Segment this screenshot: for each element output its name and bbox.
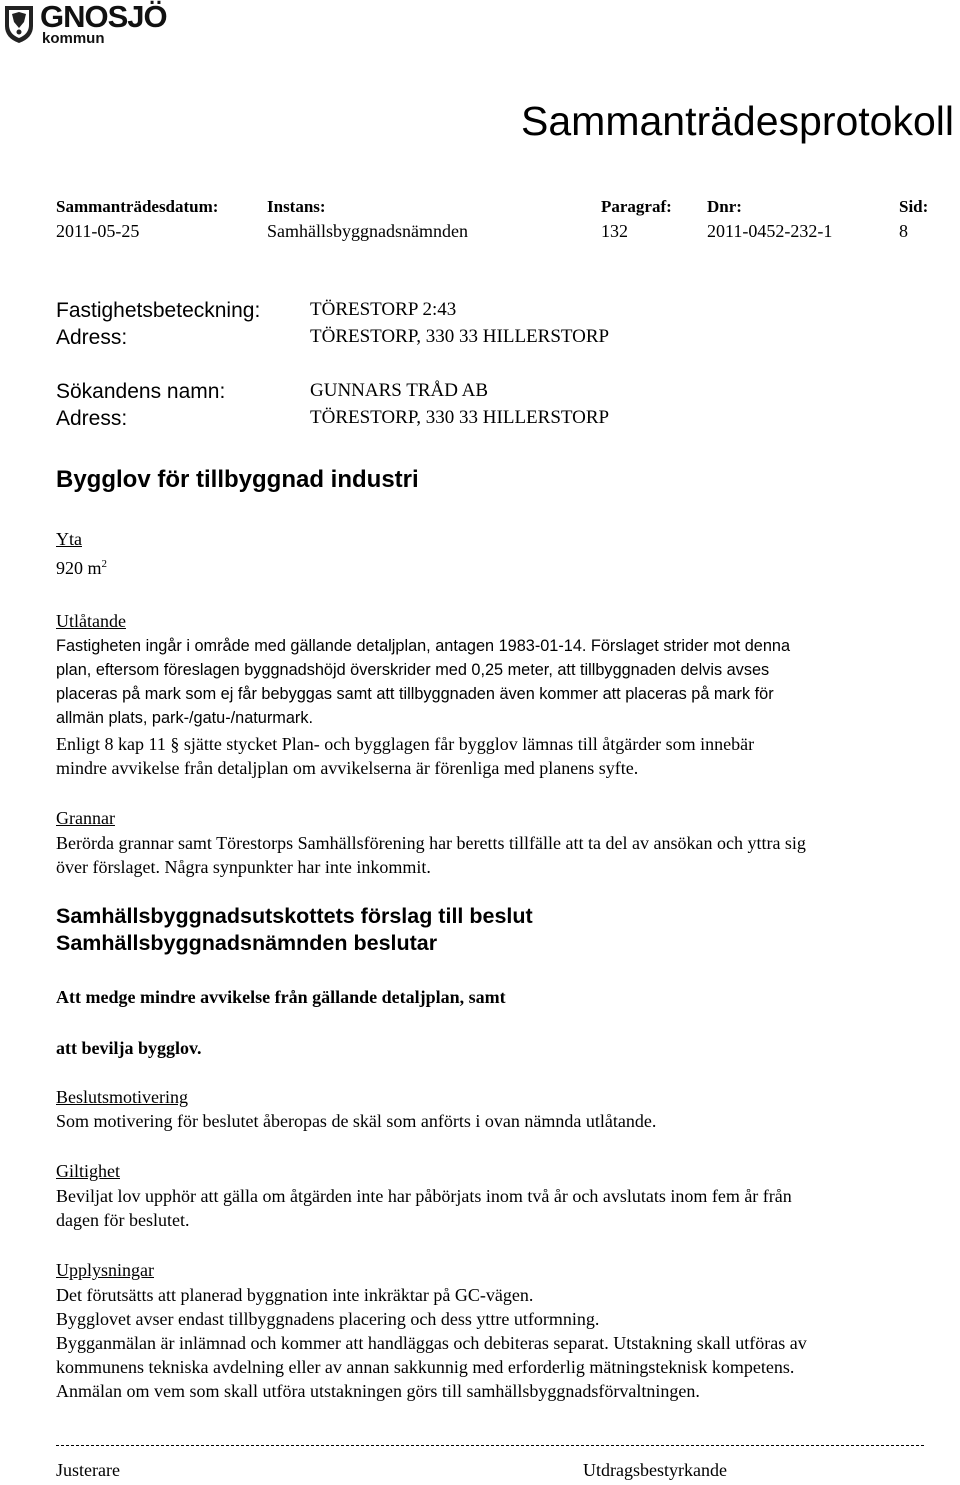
statement-line: Fastigheten ingår i område med gällande detaljplan, antagen 1983-01-14. Förslaget strider mot denna — [56, 637, 791, 655]
neighbours-label: Grannar — [56, 808, 115, 828]
instance-value: Samhällsbyggnadsnämnden — [267, 221, 468, 241]
applicant-address-value: TÖRESTORP, 330 33 HILLERSTORP — [310, 407, 610, 428]
logo-subtitle: kommun — [42, 30, 105, 47]
neighbours-line: Berörda grannar samt Törestorps Samhällsförening har beretts tillfälle att ta del av ansökan och yttra sig — [56, 833, 806, 853]
notes-line: Anmälan om vem som skall utföra utstakningen görs till samhällsbyggnadsförvaltningen. — [56, 1381, 700, 1401]
footer-extract-certification-label: Utdragsbestyrkande — [583, 1460, 727, 1480]
logo-wordmark: GNOSJÖ — [40, 0, 167, 34]
decision-heading: Samhällsbyggnadsnämnden beslutar — [56, 931, 438, 955]
page-label: Sid: — [899, 197, 929, 216]
meeting-date-label: Sammanträdesdatum: — [56, 197, 219, 216]
statement-line: placeras på mark som ej får bebyggas samt att tillbyggnaden även kommer att placeras på mark för — [56, 685, 774, 703]
decision-item-1: Att medge mindre avvikelse från gällande detaljplan, samt — [56, 987, 506, 1007]
applicant-address-label: Adress: — [56, 407, 128, 430]
notes-line: Bygglovet avser endast tillbyggnadens placering och dess yttre utformning. — [56, 1309, 600, 1329]
instance-label: Instans: — [267, 197, 326, 216]
page-value: 8 — [899, 221, 908, 241]
statement-text — [56, 634, 956, 730]
statement-label: Utlåtande — [56, 611, 126, 631]
motivation-label: Beslutsmotivering — [56, 1087, 188, 1107]
motivation-text: Som motivering för beslutet åberopas de skäl som anförts i ovan nämnda utlåtande. — [56, 1111, 657, 1131]
applicant-name-label: Sökandens namn: — [56, 380, 226, 403]
notes-line: Det förutsätts att planerad byggnation inte inkräktar på GC-vägen. — [56, 1285, 534, 1305]
law-line: mindre avvikelse från detaljplan om avvikelserna är förenliga med planens syfte. — [56, 758, 639, 778]
notes-label: Upplysningar — [56, 1260, 154, 1280]
validity-line: dagen för beslutet. — [56, 1210, 190, 1230]
case-heading: Bygglov för tillbyggnad industri — [56, 466, 419, 493]
municipal-crest-icon — [3, 4, 35, 44]
footer-divider — [56, 1445, 924, 1446]
paragraph-value: 132 — [601, 221, 628, 241]
area-value — [56, 552, 956, 580]
validity-line: Beviljat lov upphör att gälla om åtgärden inte har påbörjats inom två år och avslutats inom fem år från — [56, 1186, 792, 1206]
validity-text — [56, 1184, 956, 1232]
statement-line: plan, eftersom föreslagen byggnadshöjd överskrider med 0,25 meter, att tillbyggnaden delvis avses — [56, 661, 770, 679]
municipality-logo — [0, 2, 175, 48]
proposal-heading: Samhällsbyggnadsutskottets förslag till beslut — [56, 904, 533, 928]
footer-adjuster-label: Justerare — [56, 1460, 120, 1480]
law-reference-text — [56, 732, 956, 780]
paragraph-label: Paragraf: — [601, 197, 672, 216]
validity-label: Giltighet — [56, 1161, 120, 1181]
law-line: Enligt 8 kap 11 § sjätte stycket Plan- och bygglagen får bygglov lämnas till åtgärder som innebär — [56, 734, 755, 754]
property-designation-label: Fastighetsbeteckning: — [56, 299, 261, 322]
area-label: Yta — [56, 529, 82, 549]
document-title: Sammanträdesprotokoll — [521, 98, 954, 144]
decision-item-2: att bevilja bygglov. — [56, 1038, 202, 1058]
property-address-value: TÖRESTORP, 330 33 HILLERSTORP — [310, 326, 610, 347]
applicant-name-value: GUNNARS TRÅD AB — [310, 380, 489, 401]
neighbours-text — [56, 831, 956, 879]
decision-headings — [56, 903, 533, 957]
area-unit-exponent: 2 — [101, 558, 108, 570]
neighbours-line: över förslaget. Några synpunkter har inte inkommit. — [56, 857, 431, 877]
statement-line: allmän plats, park-/gatu-/naturmark. — [56, 709, 313, 727]
notes-line: kommunens tekniska avdelning eller av annan sakkunnig med erforderlig mätningsteknisk kompetens. — [56, 1357, 795, 1377]
meeting-date-value: 2011-05-25 — [56, 221, 140, 241]
dnr-value: 2011-0452-232-1 — [707, 221, 833, 241]
area-value-text: 920 m — [56, 558, 102, 578]
notes-line: Bygganmälan är inlämnad och kommer att handläggas och debiteras separat. Utstakning skall utföras av — [56, 1333, 807, 1353]
dnr-label: Dnr: — [707, 197, 742, 216]
property-designation-value: TÖRESTORP 2:43 — [310, 299, 457, 320]
notes-text — [56, 1283, 956, 1403]
property-address-label: Adress: — [56, 326, 128, 349]
